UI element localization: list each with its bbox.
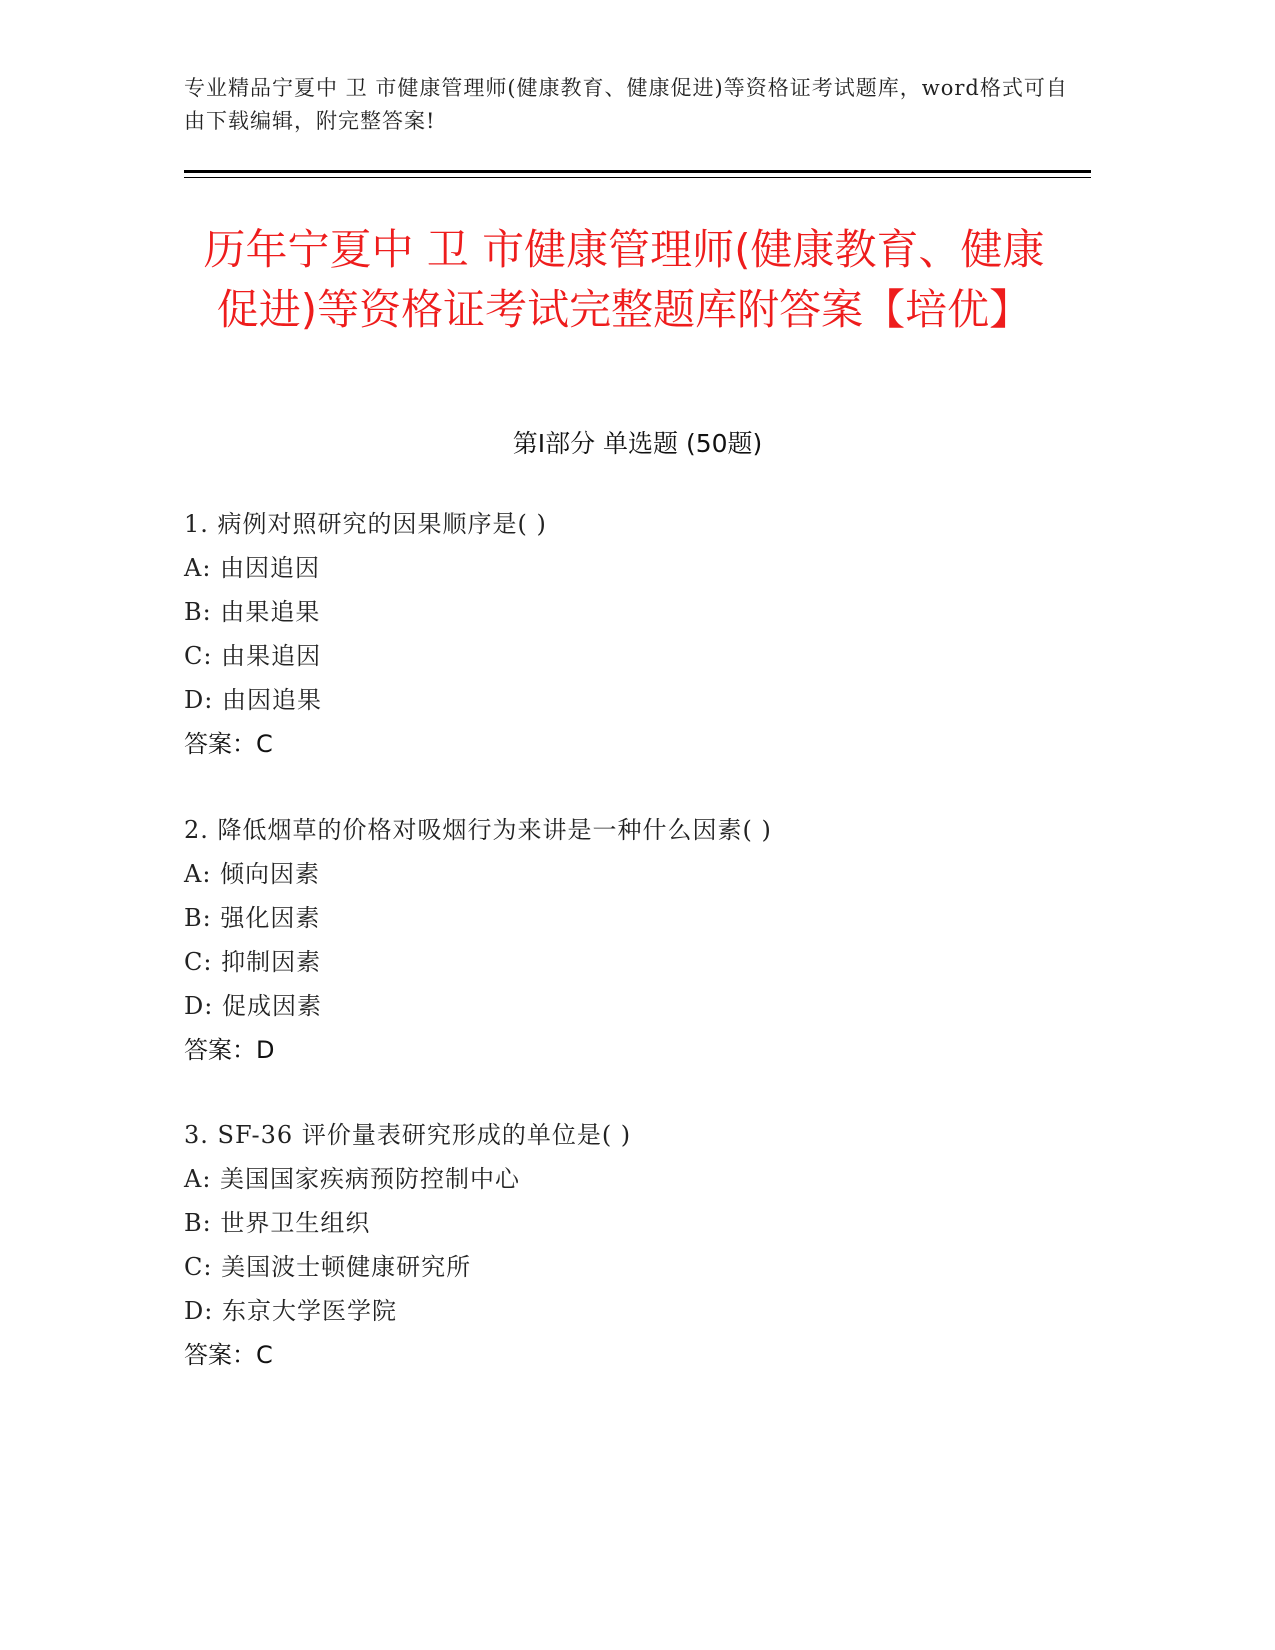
option-b: B: 强化因素 xyxy=(184,904,321,932)
question-1 xyxy=(184,502,1084,766)
option-d: D: 由因追果 xyxy=(184,686,322,714)
option-a: A: 由因追因 xyxy=(184,554,321,582)
answer-line: 答案：D xyxy=(184,1036,275,1064)
answer-line: 答案：C xyxy=(184,730,273,758)
question-2 xyxy=(184,808,1084,1072)
option-d: D: 东京大学医学院 xyxy=(184,1297,397,1325)
option-c: C: 抑制因素 xyxy=(184,948,322,976)
option-b: B: 由果追果 xyxy=(184,598,321,626)
section-heading: 第Ⅰ部分 单选题 (50题) xyxy=(512,429,763,458)
option-a: A: 倾向因素 xyxy=(184,860,321,888)
option-d: D: 促成因素 xyxy=(184,992,322,1020)
answer-line: 答案：C xyxy=(184,1341,273,1369)
question-3 xyxy=(184,1113,1084,1377)
option-c: C: 美国波士顿健康研究所 xyxy=(184,1253,472,1281)
question-stem: 1. 病例对照研究的因果顺序是( ) xyxy=(184,510,547,538)
header-rule-thin xyxy=(184,177,1091,178)
question-stem: 3. SF-36 评价量表研究形成的单位是( ) xyxy=(184,1121,632,1149)
question-stem: 2. 降低烟草的价格对吸烟行为来讲是一种什么因素( ) xyxy=(184,816,772,844)
option-a: A: 美国国家疾病预防控制中心 xyxy=(184,1165,521,1193)
header-rule-thick xyxy=(184,170,1091,173)
document-title: 历年宁夏中 卫 市健康管理师(健康教育、健康促进)等资格证考试完整题库附答案【培优】 xyxy=(203,225,1045,334)
option-c: C: 由果追因 xyxy=(184,642,322,670)
header-note: 专业精品宁夏中 卫 市健康管理师(健康教育、健康促进)等资格证考试题库，word格式可自由下载编辑，附完整答案! xyxy=(184,76,1068,133)
option-b: B: 世界卫生组织 xyxy=(184,1209,371,1237)
